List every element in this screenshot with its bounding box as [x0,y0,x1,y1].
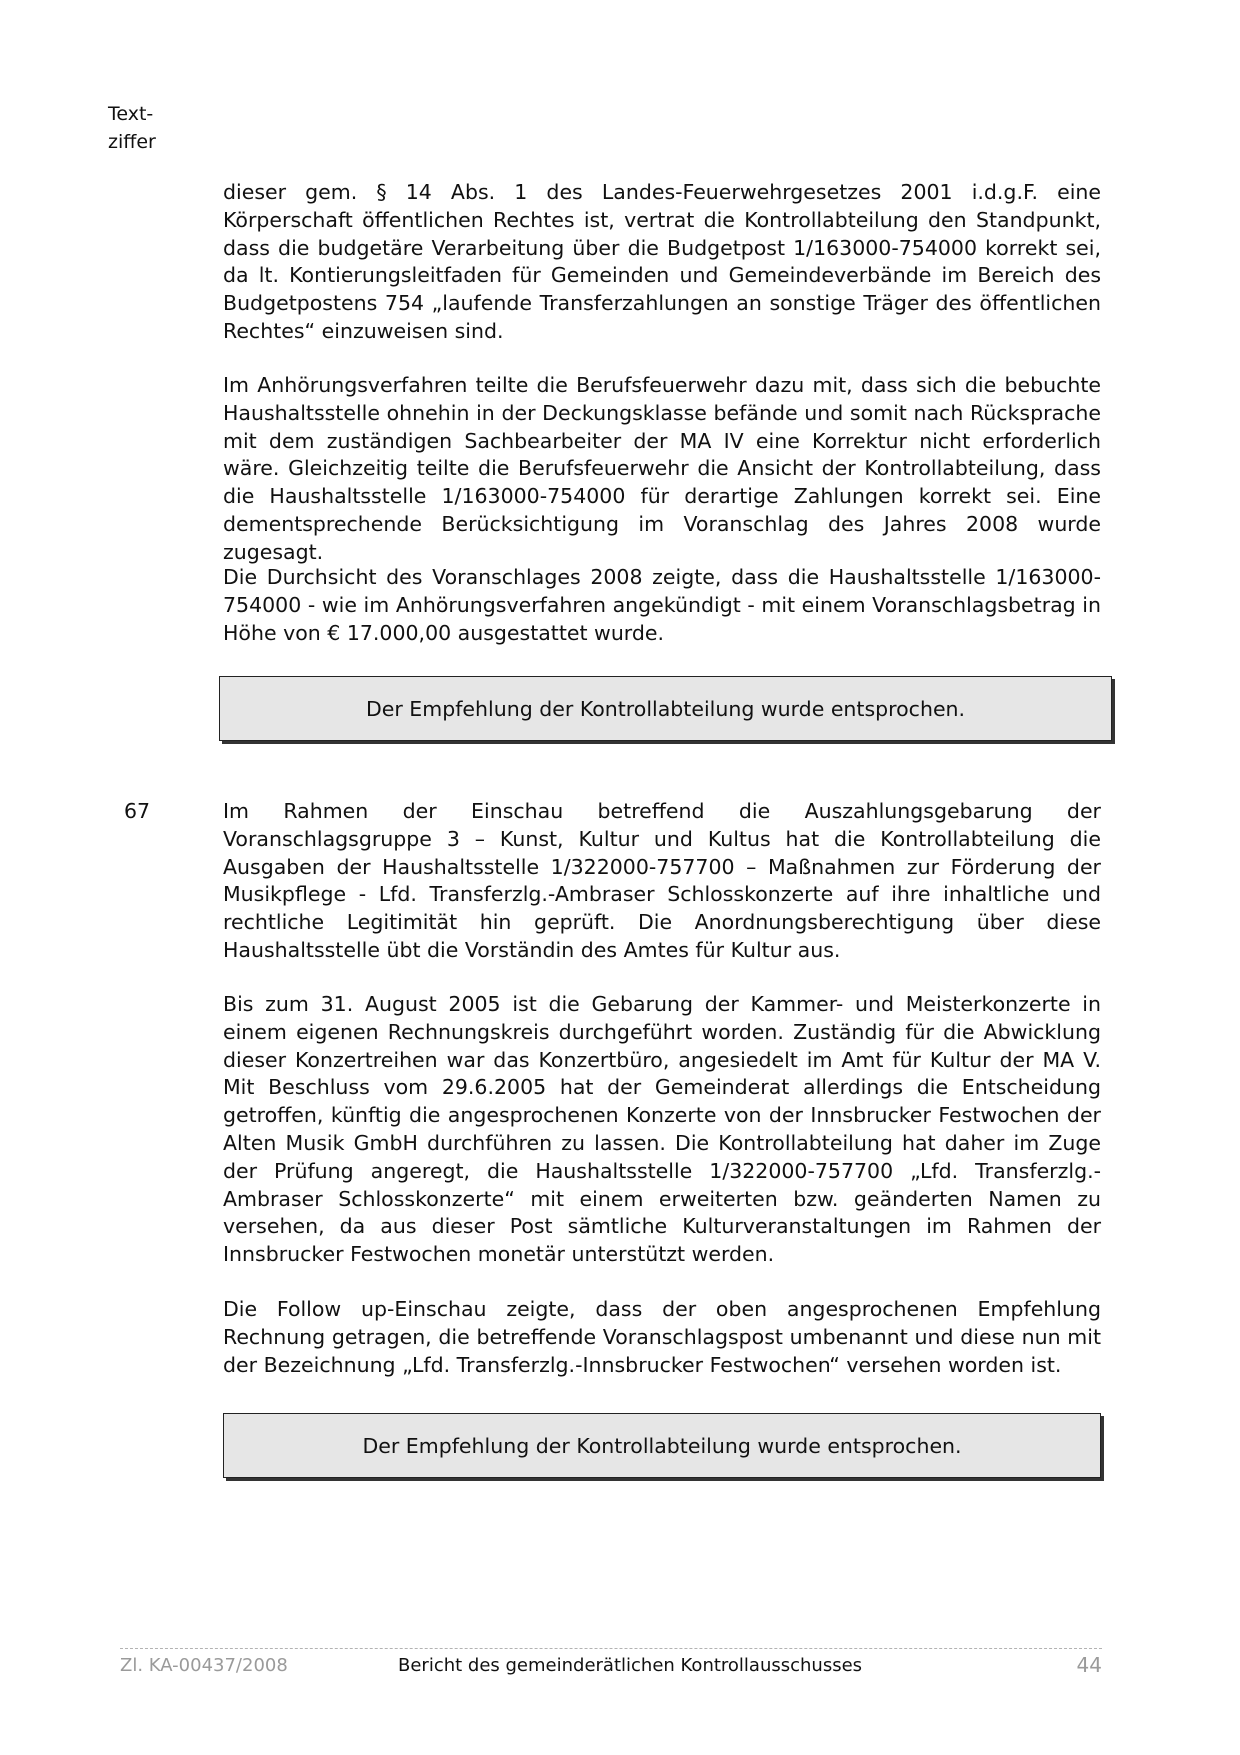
recommendation-box-1 [219,676,1112,741]
paragraph-4: Im Rahmen der Einschau betreffend die Auszahlungsgebarung der Voranschlagsgruppe 3 – Kunst, Kultur und Kultus hat die Kontrollabteilung die Ausgaben der Haushaltsstelle 1/322000-757700 – Maßnahmen zur Förderung der Musikpflege - Lfd. Transferzlg.-Ambraser Schlosskonzerte auf ihre inhaltliche und rechtliche Legitimität hin geprüft. Die Anordnungsberechtigung über diese Haushaltsstelle übt die Vorständin des Amtes für Kultur aus. [223,799,1101,962]
paragraph-6: Die Follow up-Einschau zeigte, dass der oben angesprochenen Empfehlung Rechnung getragen, die betreffende Voranschlagspost umbenannt und diese nun mit der Bezeichnung „Lfd. Transferzlg.-Innsbrucker Festwochen“ versehen worden ist. [223,1297,1101,1377]
page-number: 44 [1076,1653,1102,1677]
margin-label [108,100,156,156]
margin-label-line1: Text- [108,103,154,125]
footer-title: Bericht des gemeinderätlichen Kontrollausschusses [398,1655,863,1676]
textziffer-number: 67 [124,799,151,823]
margin-label-line2: ziffer [108,131,156,153]
recommendation-box-1-text: Der Empfehlung der Kontrollabteilung wurde entsprochen. [365,696,966,721]
paragraph-1: dieser gem. § 14 Abs. 1 des Landes-Feuerwehrgesetzes 2001 i.d.g.F. eine Körperschaft öffentlichen Rechtes ist, vertrat die Kontrollabteilung den Standpunkt, dass die budgetäre Verarbeitung über die Budgetpost 1/163000-754000 korrekt sei, da lt. Kontierungsleitfaden für Gemeinden und Gemeindeverbände im Bereich des Budgetpostens 754 „laufende Transferzahlungen an sonstige Träger des öffentlichen Rechtes“ einzuweisen sind. [223,180,1101,343]
paragraph-5: Bis zum 31. August 2005 ist die Gebarung der Kammer- und Meisterkonzerte in einem eigenen Rechnungskreis durchgeführt worden. Zuständig für die Abwicklung dieser Konzertreihen war das Konzertbüro, angesiedelt im Amt für Kultur der MA V. Mit Beschluss vom 29.6.2005 hat der Gemeinderat allerdings die Entscheidung getroffen, künftig die angesprochenen Konzerte von der Innsbrucker Festwochen der Alten Musik GmbH durchführen zu lassen. Die Kontrollabteilung hat daher im Zuge der Prüfung angeregt, die Haushaltsstelle 1/322000-757700 „Lfd. Transferzlg.-Ambraser Schlosskonzerte“ mit einem erweiterten bzw. geänderten Namen zu versehen, da aus dieser Post sämtliche Kulturveranstaltungen im Rahmen der Innsbrucker Festwochen monetär unterstützt werden. [223,992,1101,1267]
recommendation-box-2-text: Der Empfehlung der Kontrollabteilung wurde entsprochen. [362,1433,962,1458]
footer-divider [120,1648,1102,1649]
paragraph-2: Im Anhörungsverfahren teilte die Berufsfeuerwehr dazu mit, dass sich die bebuchte Haushaltsstelle ohnehin in der Deckungsklasse befände und somit nach Rücksprache mit dem zuständigen Sachbearbeiter der MA IV eine Korrektur nicht erforderlich wäre. Gleichzeitig teilte die Berufsfeuerwehr die Ansicht der Kontrollabteilung, dass die Haushaltsstelle 1/163000-754000 für derartige Zahlungen korrekt sei. Eine dementsprechende Berücksichtigung im Voranschlag des Jahres 2008 wurde zugesagt. [223,373,1101,564]
paragraph-3: Die Durchsicht des Voranschlages 2008 zeigte, dass die Haushaltsstelle 1/163000-754000 - wie im Anhörungsverfahren angekündigt - mit einem Voranschlagsbetrag in Höhe von € 17.000,00 ausgestattet wurde. [223,565,1101,645]
footer-reference: Zl. KA-00437/2008 [120,1655,288,1676]
recommendation-box-2 [223,1413,1101,1478]
